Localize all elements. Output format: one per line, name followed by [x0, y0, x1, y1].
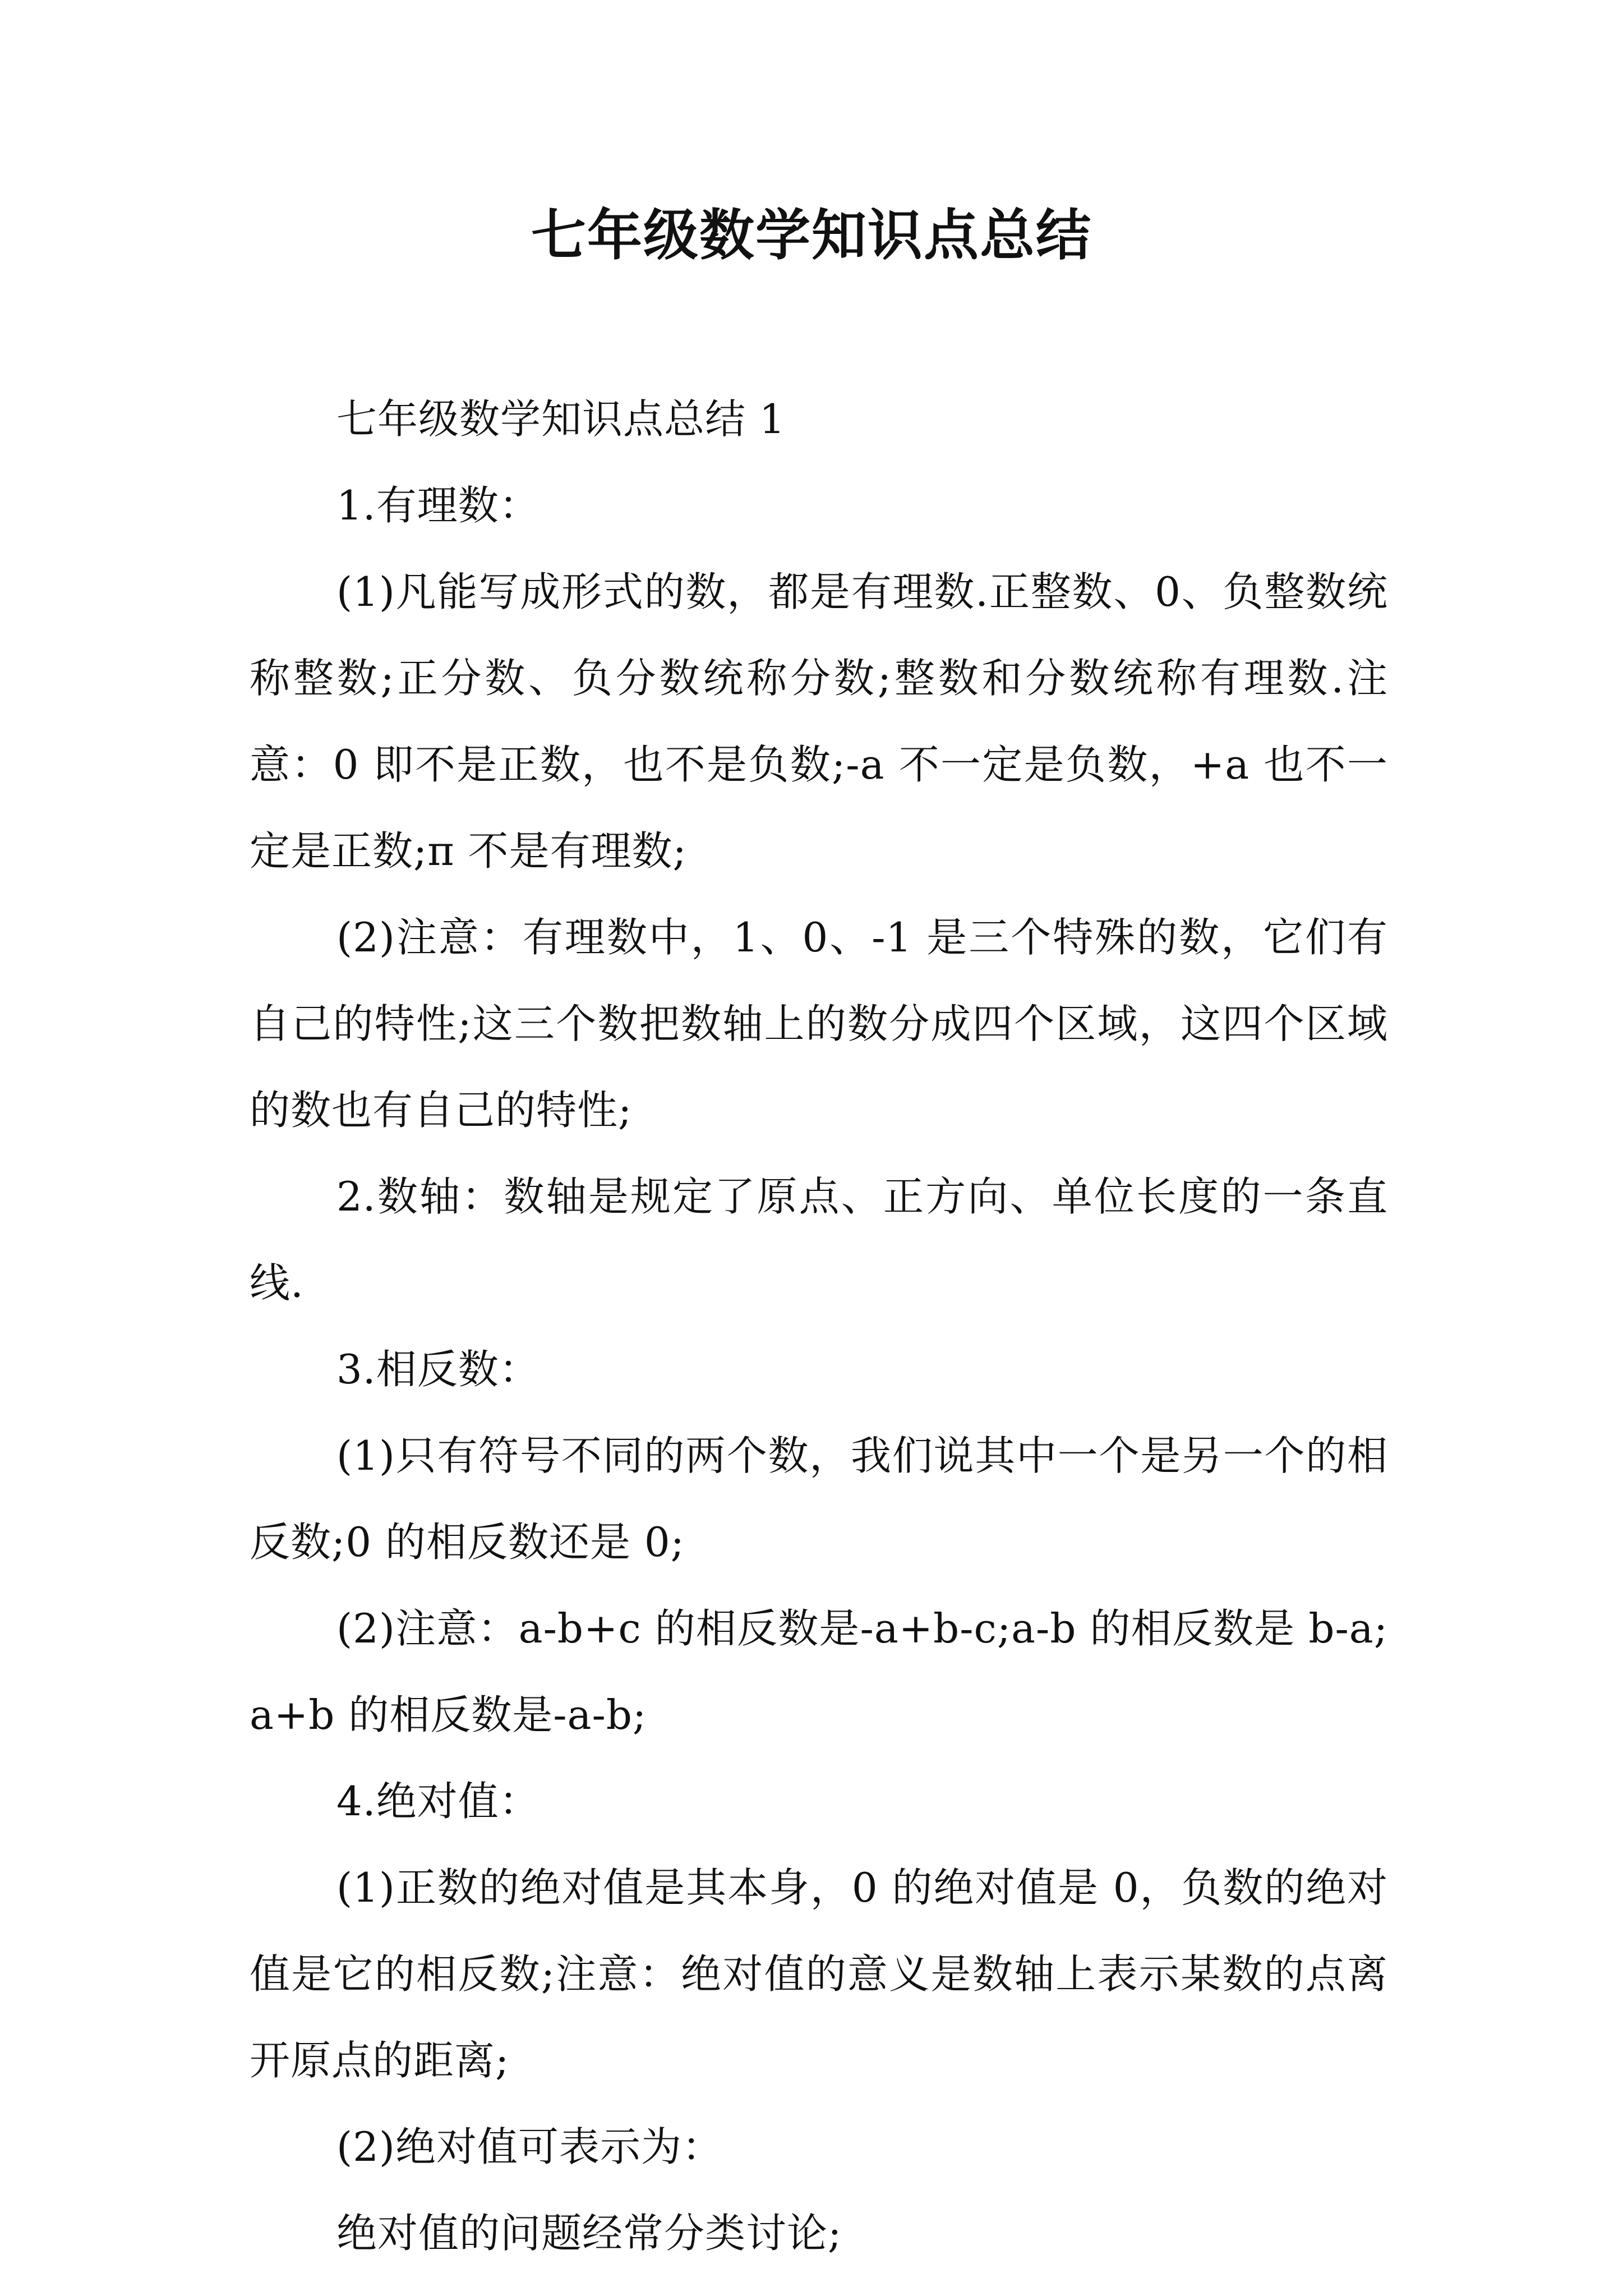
paragraph-absolute-value-1: (1)正数的绝对值是其本身，0 的绝对值是 0，负数的绝对值是它的相反数;注意：绝对值的意义是数轴上表示某数的点离开原点的距离; — [250, 1864, 1388, 2084]
paragraph-rational-numbers-heading: 1.有理数： — [336, 482, 540, 529]
paragraph-opposite-numbers-heading: 3.相反数： — [336, 1346, 540, 1393]
paragraph-number-line: 2.数轴：数轴是规定了原点、正方向、单位长度的一条直线. — [250, 1173, 1388, 1306]
paragraph-opposite-numbers-1: (1)只有符号不同的两个数，我们说其中一个是另一个的相反数;0 的相反数还是 0; — [250, 1432, 1388, 1566]
paragraph-rational-numbers-2: (2)注意：有理数中，1、0、-1 是三个特殊的数，它们有自己的特性;这三个数把数轴上的数分成四个区域，这四个区域的数也有自己的特性; — [250, 914, 1388, 1134]
paragraph-absolute-value-heading: 4.绝对值： — [336, 1778, 540, 1825]
document-title: 七年级数学知识点总结 — [531, 203, 1092, 268]
paragraph-absolute-value-2: (2)绝对值可表示为： — [336, 2123, 723, 2170]
paragraph-rational-numbers-1: (1)凡能写成形式的数，都是有理数.正整数、0、负整数统称整数;正分数、负分数统称分数;整数和分数统称有理数.注意：0 即不是正数，也不是负数;-a 不一定是负数，+a 也不一定是正数;π 不是有理数; — [250, 568, 1388, 875]
paragraph-opposite-numbers-2: (2)注意：a-b+c 的相反数是-a+b-c;a-b 的相反数是 b-a;a+b 的相反数是-a-b; — [250, 1605, 1388, 1738]
section-heading: 七年级数学知识点总结 1 — [336, 395, 786, 443]
document-body — [250, 376, 1388, 2276]
paragraph-absolute-value-3: 绝对值的问题经常分类讨论; — [336, 2210, 842, 2257]
